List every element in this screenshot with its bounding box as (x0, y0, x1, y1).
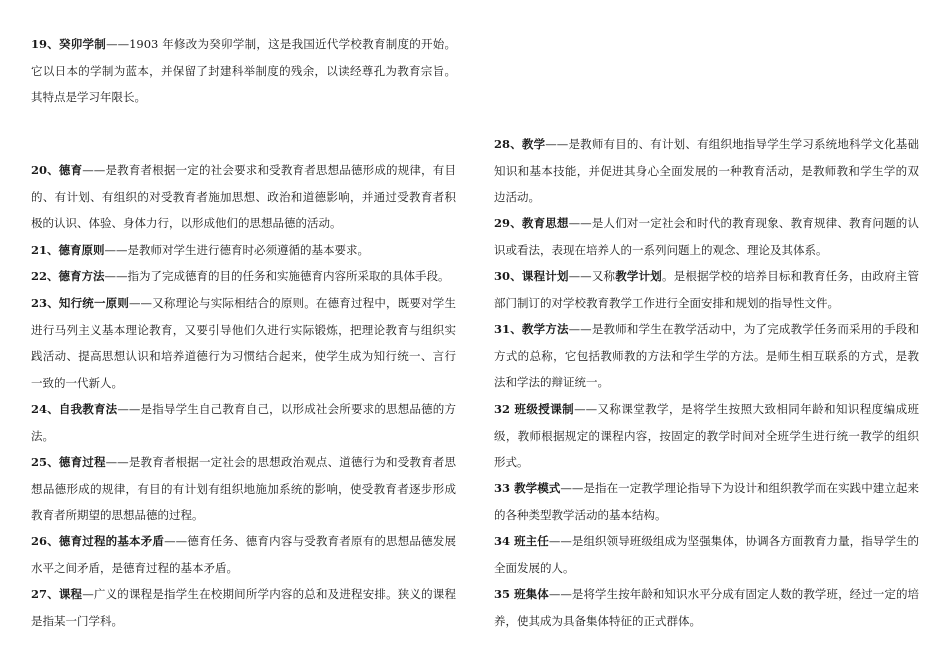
entry-35 (494, 581, 919, 634)
entry-number: 20、 (31, 163, 59, 177)
entry-term: 德育过程 (58, 455, 106, 469)
entry-number: 32 (494, 402, 515, 416)
entry-term: 教学模式 (514, 481, 561, 495)
entry-text: ——是人们对一定社会和时代的教育现象、教育规律、教育问题的认识或看法，表现在培养人的一系列问题上的观念、理论及其体系。 (494, 216, 919, 257)
entry-term: 班级授课制 (514, 402, 575, 416)
entry-22 (31, 263, 456, 290)
entry-text: ——又称 (568, 269, 616, 283)
entry-number: 33 (494, 481, 515, 495)
entry-19 (31, 31, 456, 111)
entry-term: 德育方法 (58, 269, 105, 283)
entry-text-continued: 。是根据学校的培养目标和教育任务，由政府主管部门制订的对学校教育教学工作进行全面安排和规划的指导性文件。 (494, 269, 920, 310)
entry-text: ——是教师有目的、有计划、有组织地指导学生学习系统地科学文化基础知识和基本技能，并促进其身心全面发展的一种教育活动，是教师教和学生学的双边活动。 (494, 137, 919, 204)
entry-text: ——是教师和学生在教学活动中，为了完成教学任务而采用的手段和方式的总称，它包括教师教的方法和学生学的方法。是师生相互联系的方式，是教法和学法的辩证统一。 (494, 322, 919, 389)
entry-30 (494, 263, 919, 316)
entry-text: ——德育任务、德育内容与受教育者原有的思想品德发展水平之间矛盾，是德育过程的基本矛盾。 (31, 534, 456, 575)
entry-term: 课程计划 (521, 269, 569, 283)
entry-text: ——指为了完成德育的目的任务和实施德育内容所采取的具体手段。 (104, 269, 450, 283)
entry-text: ——是教育者根据一定社会的思想政治观点、道德行为和受教育者思想品德形成的规律，有目的有计划有组织地施加系统的影响，使受教育者逐步形成教育者所期望的思想品德的过程。 (31, 455, 456, 522)
entry-text: ——又称理论与实际相结合的原则。在德育过程中，既要对学生进行马列主义基本理论教育，又要引导他们久进行实际锻炼，把理论教育与组织实践活动、提高思想认识和培养道德行为习惯结合起来，使学生成为知行统一、言行一致的一代新人。 (31, 296, 457, 390)
entry-number: 35 (494, 587, 515, 601)
entry-23 (31, 290, 456, 396)
entry-text: ——是教师对学生进行德育时必须遵循的基本要求。 (104, 243, 370, 257)
entry-term: 教育思想 (521, 216, 569, 230)
entry-text: ——是教育者根据一定的社会要求和受教育者思想品德形成的规律，有目的、有计划、有组织的对受教育者施加思想、政治和道德影响，并通过受教育者积极的认识、体验、身体力行，以形成他们的思想品德的活动。 (31, 163, 456, 230)
entry-34 (494, 528, 919, 581)
entry-term: 知行统一原则 (58, 296, 130, 310)
entry-number: 28、 (494, 137, 522, 151)
entry-number: 25、 (31, 455, 59, 469)
entry-28 (494, 131, 919, 211)
entry-number: 29、 (494, 216, 522, 230)
entry-term: 德育原则 (58, 243, 105, 257)
entry-number: 21、 (31, 243, 59, 257)
entry-text: —广义的课程是指学生在校期间所学内容的总和及进程安排。狭义的课程是指某一门学科。 (31, 587, 456, 628)
entry-number: 26、 (31, 534, 59, 548)
entry-term: 德育过程的基本矛盾 (58, 534, 165, 548)
entry-term-alias: 教学计划 (615, 269, 662, 283)
entry-number: 19、 (31, 37, 60, 51)
entry-20 (31, 157, 456, 237)
entry-term: 癸卯学制 (59, 37, 107, 51)
entry-number: 31、 (494, 322, 522, 336)
entry-25 (31, 449, 456, 529)
entry-term: 教学方法 (521, 322, 569, 336)
entry-text: ——又称课堂教学，是将学生按照大致相同年龄和知识程度编成班级，教师根据规定的课程内容，按固定的教学时间对全班学生进行统一教学的组织形式。 (494, 402, 920, 469)
entry-31 (494, 316, 919, 396)
entry-24 (31, 396, 456, 449)
entry-term: 班主任 (514, 534, 549, 548)
entry-number: 24、 (31, 402, 59, 416)
entry-27 (31, 581, 456, 634)
entry-32 (494, 396, 919, 476)
entry-term: 自我教育法 (58, 402, 118, 416)
entry-number: 27、 (31, 587, 59, 601)
entry-number: 30、 (494, 269, 522, 283)
entry-33 (494, 475, 919, 528)
entry-21 (31, 237, 456, 264)
entry-26 (31, 528, 456, 581)
entry-29 (494, 210, 919, 263)
entry-number: 34 (494, 534, 515, 548)
entry-term: 教学 (521, 137, 546, 151)
entry-text: ——是将学生按年龄和知识水平分成有固定人数的教学班，经过一定的培养，使其成为具备集体特征的正式群体。 (494, 587, 920, 628)
entry-text: ——是指在一定教学理论指导下为设计和组织教学而在实践中建立起来的各种类型教学活动的基本结构。 (494, 481, 920, 522)
entry-term: 班集体 (514, 587, 549, 601)
entry-text: ——是指导学生自己教育自己，以形成社会所要求的思想品德的方法。 (31, 402, 456, 443)
entry-number: 22、 (31, 269, 59, 283)
entry-text: ——1903 年修改为癸卯学制，这是我国近代学校教育制度的开始。它以日本的学制为蓝本，并保留了封建科举制度的残余，以读经尊孔为教育宗旨。其特点是学习年限长。 (31, 37, 456, 104)
entry-number: 23、 (31, 296, 59, 310)
entry-term: 德育 (58, 163, 83, 177)
entry-term: 课程 (58, 587, 83, 601)
entry-text: ——是组织领导班级组成为坚强集体，协调各方面教育力量，指导学生的全面发展的人。 (494, 534, 920, 575)
